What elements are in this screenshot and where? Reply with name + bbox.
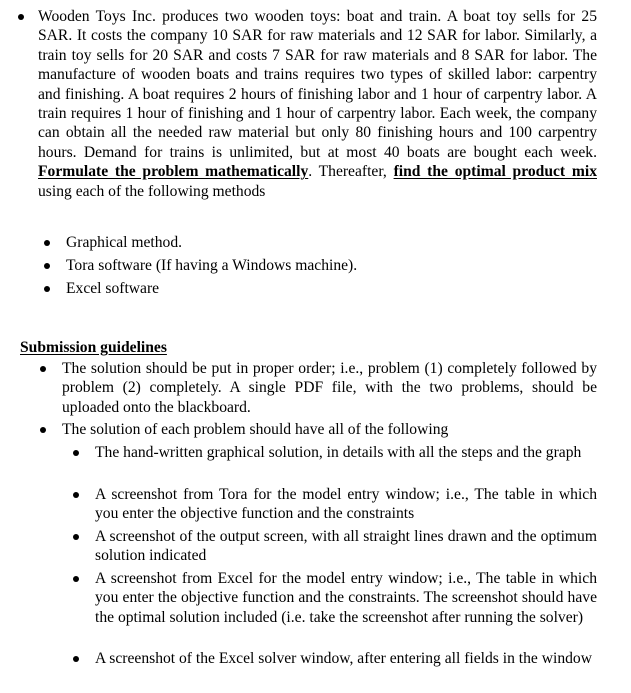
problem-text-1: Wooden Toys Inc. produces two wooden toys: boat and train. A boat toy sells for 25 SAR. It costs the company 10 SAR for raw materials and 12 SAR for labor. Similarly, a train toy sells for 20 SAR and costs 7 SAR for raw materials and 8 SAR for labor. The manufacture of wooden boats and trains requires two types of skilled labor: carpentry and finishing. A boat requires 2 hours of finishing labor and 1 hour of carpentry labor. A train requires 1 hour of finishing and 1 hour of carpentry labor. Each week, the company can obtain all the needed raw material but only 80 finishing hours and 100 carpentry hours. Demand for trains is unlimited, but at most 40 boats are bought each week. bbox=[38, 8, 597, 161]
method-item bbox=[66, 233, 566, 256]
bullet-icon bbox=[44, 240, 50, 246]
problem-bullet bbox=[18, 14, 24, 20]
method-item bbox=[66, 279, 566, 302]
requirement-text: A screenshot from Excel for the model entry window; i.e., The table in which you enter the objective function and the constraints. The screenshot should have the optimal solution included (i.e. take the screenshot after running the solver) bbox=[95, 570, 597, 626]
methods-list bbox=[66, 233, 566, 302]
method-label: Tora software (If having a Windows machine). bbox=[66, 257, 358, 274]
requirement-item bbox=[95, 485, 597, 524]
requirement-text: The hand-written graphical solution, in details with all the steps and the graph bbox=[95, 444, 582, 461]
guideline-text: The solution should be put in proper order; i.e., problem (1) completely followed by problem (2) completely. A single PDF file, with the two problems, should be uploaded onto the blackboard. bbox=[62, 360, 597, 416]
bullet-icon bbox=[73, 656, 79, 662]
guideline-item bbox=[62, 420, 597, 439]
bullet-icon bbox=[40, 366, 46, 372]
requirement-item bbox=[95, 443, 597, 462]
bullet-icon bbox=[73, 492, 79, 498]
requirement-item bbox=[95, 527, 597, 566]
requirement-item bbox=[95, 569, 597, 627]
problem-statement bbox=[38, 7, 597, 201]
method-item bbox=[66, 256, 566, 279]
method-label: Excel software bbox=[66, 280, 160, 297]
bullet-icon bbox=[73, 576, 79, 582]
bullet-icon bbox=[73, 450, 79, 456]
requirement-item bbox=[95, 649, 597, 668]
requirement-text: A screenshot of the output screen, with all straight lines drawn and the optimum solution indicated bbox=[95, 528, 597, 565]
bullet-icon bbox=[73, 534, 79, 540]
submission-heading: Submission guidelines bbox=[20, 339, 167, 356]
guideline-item bbox=[62, 359, 597, 417]
formulate-emphasis: Formulate the problem mathematically bbox=[38, 163, 309, 181]
bullet-icon bbox=[44, 263, 50, 269]
guideline-text: The solution of each problem should have all of the following bbox=[62, 421, 449, 438]
requirement-text: A screenshot of the Excel solver window, after entering all fields in the window bbox=[95, 650, 592, 667]
bullet-icon bbox=[40, 427, 46, 433]
optimal-mix-emphasis: find the optimal product mix bbox=[393, 163, 597, 181]
problem-text-3: using each of the following methods bbox=[38, 182, 266, 200]
method-label: Graphical method. bbox=[66, 234, 183, 251]
bullet-icon bbox=[44, 286, 50, 292]
problem-text-2: . Thereafter, bbox=[308, 163, 394, 181]
requirement-text: A screenshot from Tora for the model entry window; i.e., The table in which you enter the objective function and the constraints bbox=[95, 486, 597, 523]
